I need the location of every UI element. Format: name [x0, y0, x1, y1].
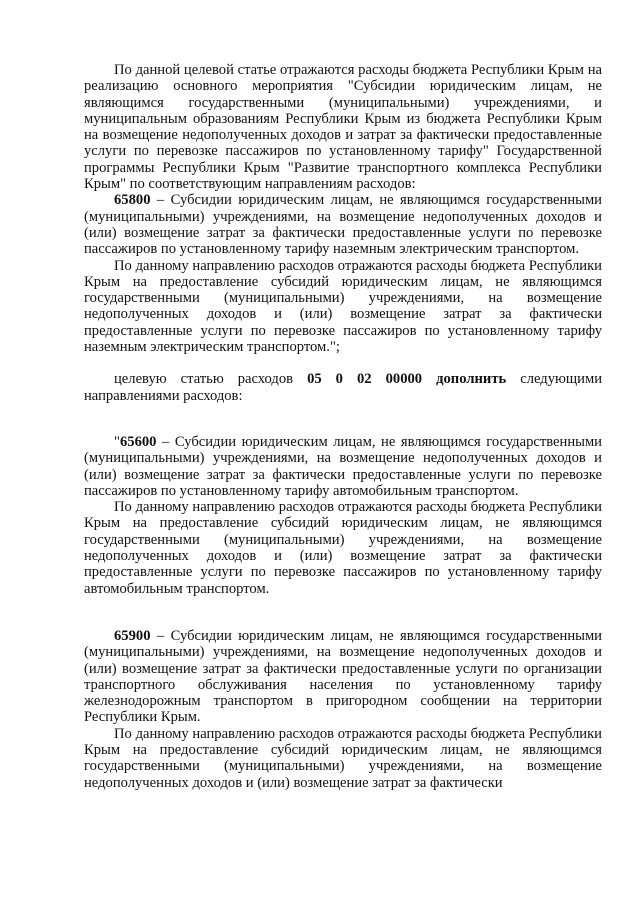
- paragraph-65800: [84, 192, 602, 257]
- paragraph-amendment: [84, 371, 602, 404]
- paragraph-65900-description: По данному направлению расходов отражаются расходы бюджета Республики Крым на предоставление субсидий юридическим лицам, не являющимся государственными (муниципальными) учреждениями, на возмещение недополученных доходов и (или) возмещение затрат за фактически: [84, 725, 602, 791]
- expense-text-65800: – Субсидии юридическим лицам, не являющимся государственными (муниципальными) учреждениями, на возмещение недополученных доходов и (или) возмещение затрат за фактически предоставленные услуги по перевозке пассажиров по установленному тарифу наземным электрическим транспортом.: [84, 192, 602, 258]
- open-quote: ": [114, 433, 120, 450]
- expense-code-65600: 65600: [119, 433, 157, 450]
- expense-code-65900: 65900: [114, 627, 151, 644]
- paragraph-65800-description: По данному направлению расходов отражаются расходы бюджета Республики Крым на предоставление субсидий юридическим лицам, не являющимся государственными (муниципальными) учреждениями, на возмещение недополученных доходов и (или) возмещение затрат за фактически предоставленные услуги по перевозке пассажиров по установленному тарифу наземным электрическим транспортом.";: [84, 257, 602, 356]
- paragraph-65600-description: По данному направлению расходов отражаются расходы бюджета Республики Крым на предоставление субсидий юридическим лицам, не являющимся государственными (муниципальными) учреждениями, на возмещение недополученных доходов и (или) возмещение затрат за фактически предоставленные услуги по перевозке пассажиров по установленному тарифу автомобильным транспортом.: [84, 499, 602, 597]
- amendment-action: дополнить: [436, 371, 507, 388]
- document-page: [84, 62, 602, 791]
- expense-text-65600: – Субсидии юридическим лицам, не являющимся государственными (муниципальными) учреждениями, на возмещение недополученных доходов и (или) возмещение затрат за фактически предоставленные услуги по перевозке пассажиров по установленному тарифу автомобильным транспортом.: [84, 433, 602, 499]
- paragraph-65900: [84, 628, 602, 726]
- amendment-post: следующими направлениями расходов:: [84, 371, 602, 404]
- spacer: [84, 404, 602, 434]
- target-article-code: 05 0 02 00000: [307, 371, 423, 388]
- amendment-pre: целевую статью расходов: [114, 371, 308, 388]
- expense-code-65800: 65800: [114, 192, 151, 209]
- paragraph-65600: [84, 434, 602, 499]
- amendment-mid: [422, 371, 436, 387]
- spacer: [84, 355, 602, 371]
- spacer: [84, 597, 602, 628]
- paragraph-intro: По данной целевой статье отражаются расходы бюджета Республики Крым на реализацию основного мероприятия "Субсидии юридическим лицам, не являющимся государственными (муниципальными) учреждениями, и муниципальным образованиям Республики Крым из бюджета Республики Крым на возмещение недополученных доходов и затрат за фактически предоставленные услуги по перевозке пассажиров по установленному тарифу" Государственной программы Республики Крым "Развитие транспортного комплекса Республики Крым" по соответствующим направлениям расходов:: [84, 62, 602, 193]
- expense-text-65900: – Субсидии юридическим лицам, не являющимся государственными (муниципальными) учреждениями, на возмещение недополученных доходов и (или) возмещение затрат за фактически предоставленные услуги по организации транспортного обслуживания населения по установленному тарифу железнодорожным транспортом в пригородном сообщении на территории Республики Крым.: [84, 627, 602, 726]
